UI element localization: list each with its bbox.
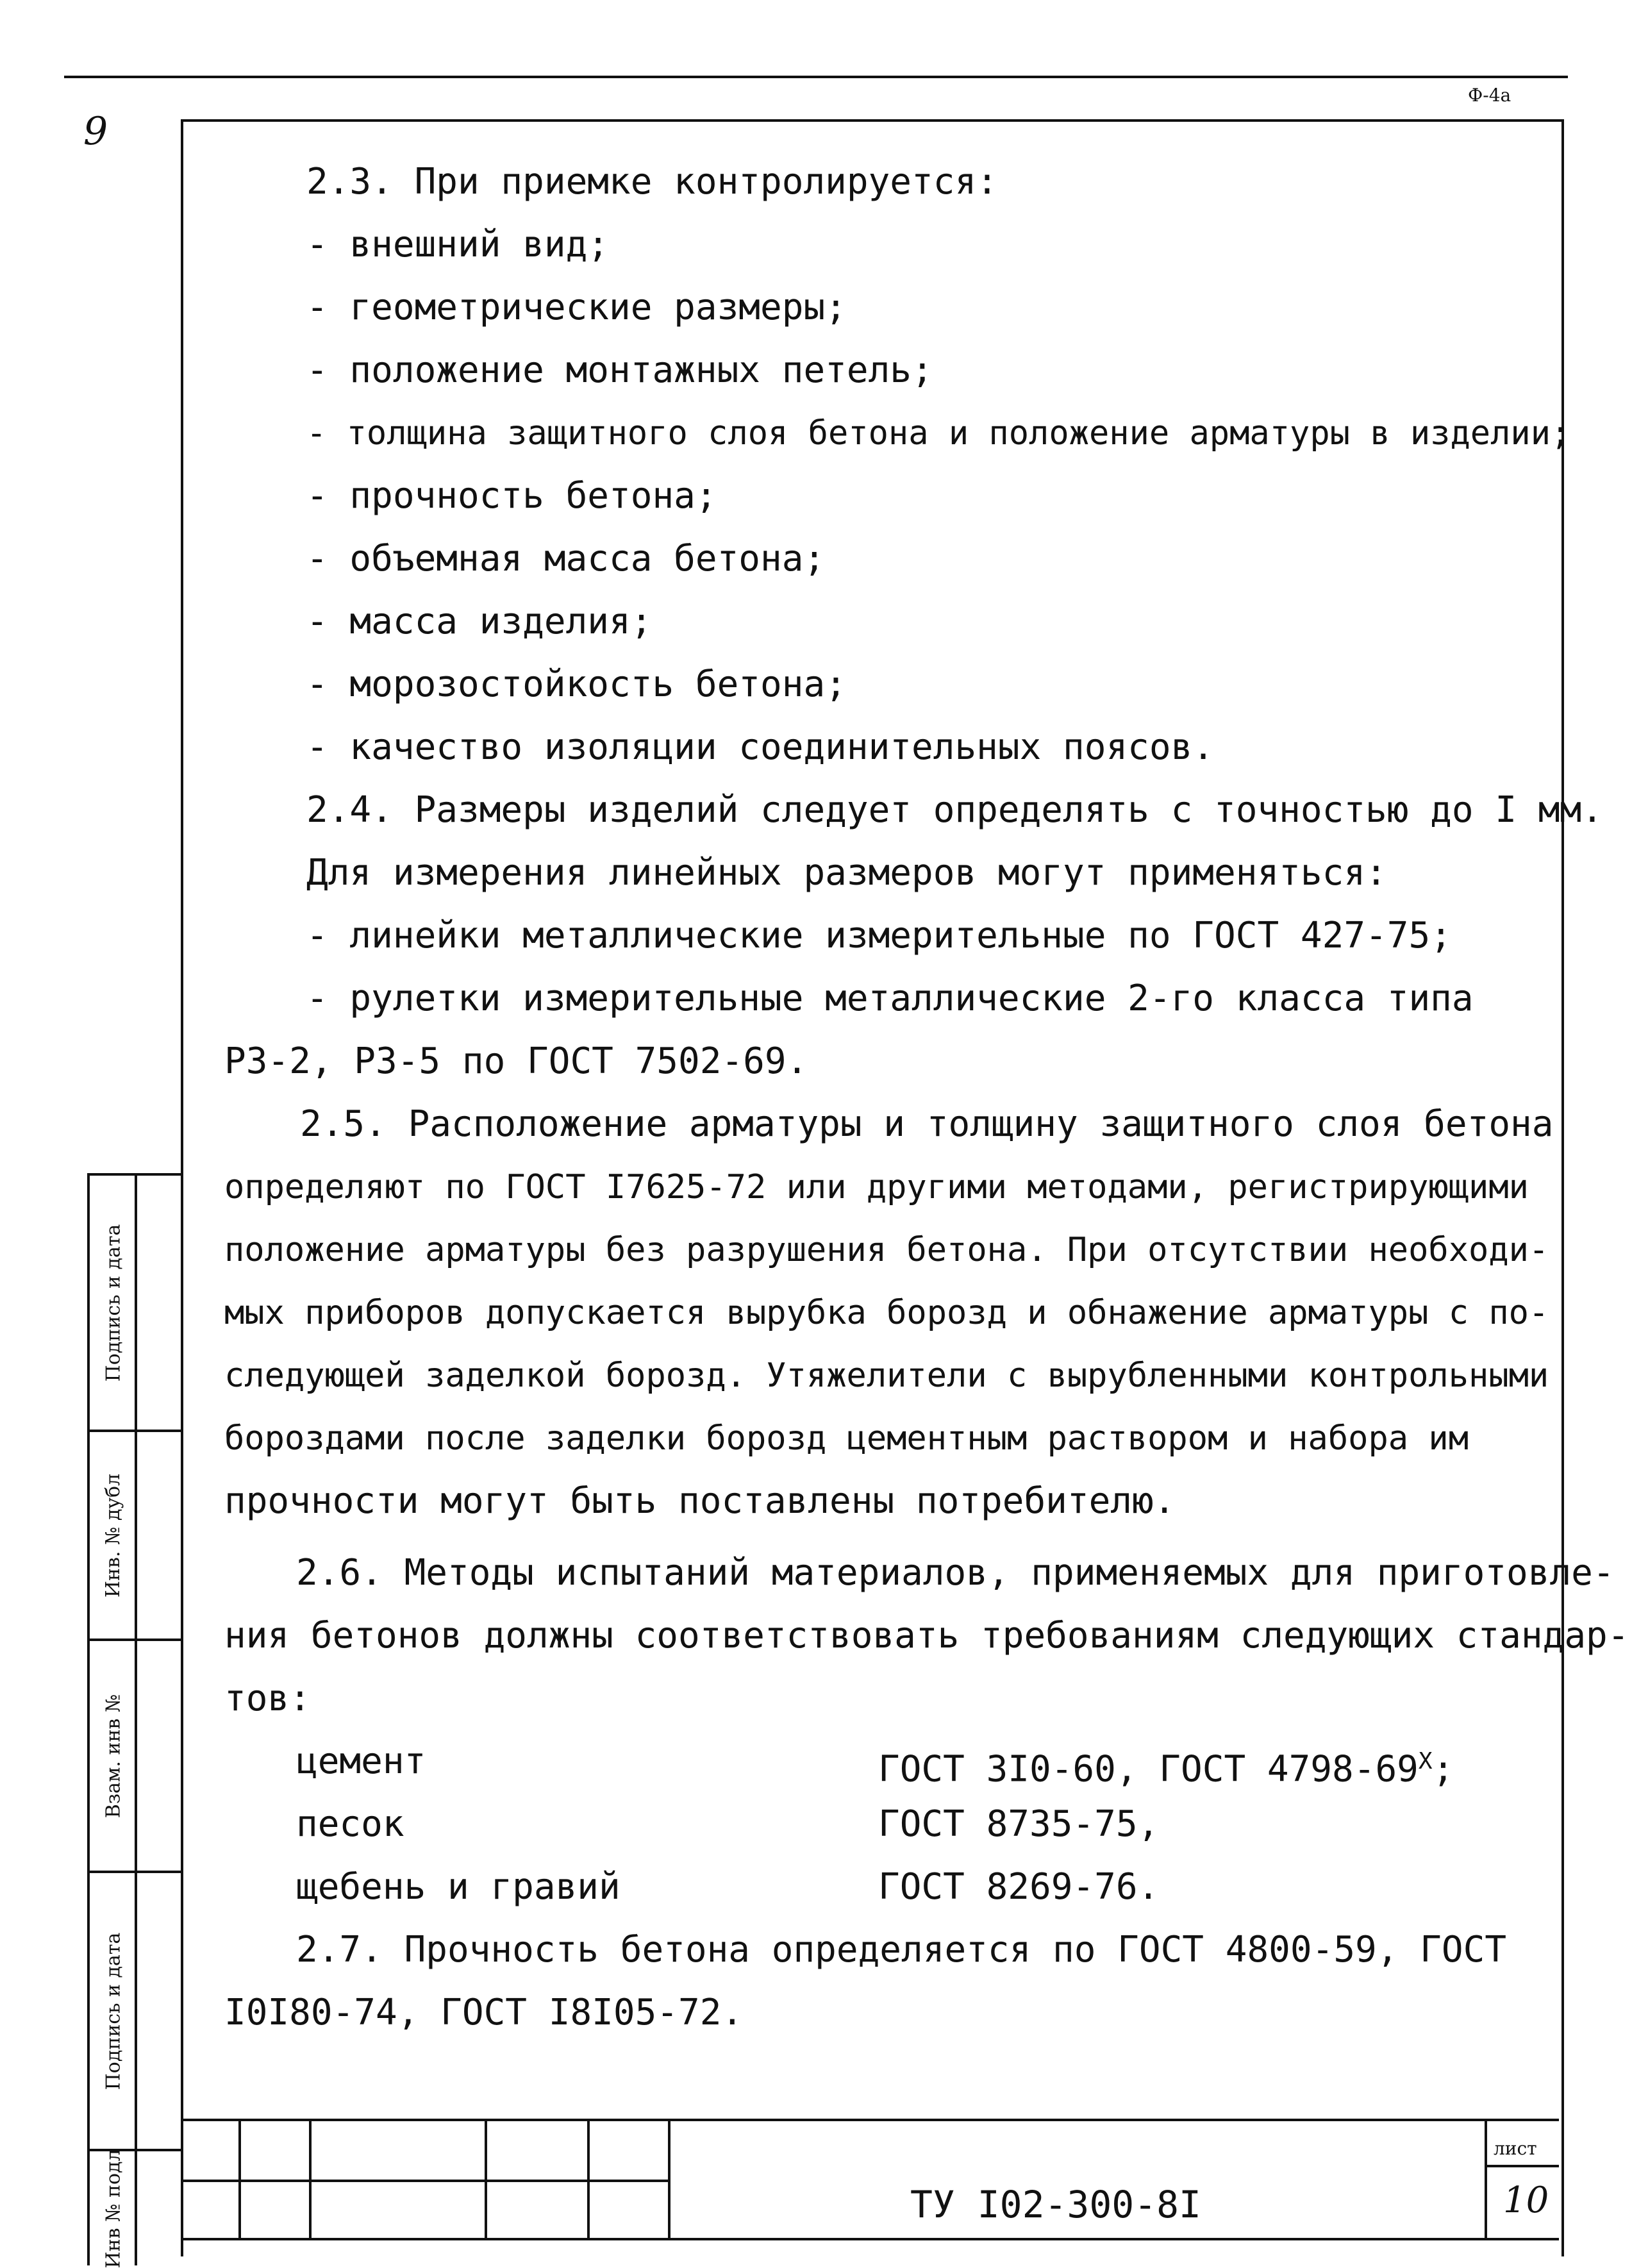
paragraph-line: I0I80-74, ГОСТ I8I05-72. [224,1992,744,2033]
section-2-6-paragraph: 2.6. Методы испытаний материалов, применяемых для приготовле- [296,1552,1615,1594]
paragraph-line: определяют по ГОСТ I7625-72 или другими методами, регистрирующими [224,1168,1529,1206]
material-standard: ГОСТ 3I0-60, ГОСТ $4798-69^X$; [878,1748,1454,1790]
list-item: - положение монтажных петель; [306,349,933,391]
left-stamp-columns [87,1173,182,2268]
form-code: Ф-4а [1468,85,1511,106]
list-item: - геометрические размеры; [306,287,847,328]
sheet-number: 10 [1503,2180,1549,2221]
material-name: щебень и гравий [296,1866,620,1908]
material-name: песок [296,1803,404,1845]
title-block-top-rule [183,2119,1559,2121]
paragraph-line: положение арматуры без разрушения бетона. При отсутствии необходи- [224,1231,1549,1269]
title-block-divider [485,2119,487,2240]
list-item: - качество изоляции соединительных поясов. [306,726,1215,768]
paragraph-line: следующей заделкой борозд. Утяжелители с вырубленными контрольными [224,1356,1549,1395]
paragraph-line: Для измерения линейных размеров могут применяться: [306,852,1387,894]
document-code: ТУ I02-300-8I [910,2183,1201,2226]
stamp-cell [90,1641,182,1873]
list-item: - линейки металлические измерительные по ГОСТ 427-75; [306,915,1452,956]
title-block-divider [238,2119,241,2240]
list-item: - прочность бетона; [306,475,717,517]
stamp-label: Инв № подл [102,2148,125,2268]
title-block [183,2119,1559,2240]
section-2-5-paragraph: 2.5. Расположение арматуры и толщину защитного слоя бетона [300,1103,1554,1145]
material-name: цемент [296,1740,426,1782]
list-item: - толщина защитного слоя бетона и положение арматуры в изделии; [306,414,1571,453]
list-item: - масса изделия; [306,601,653,642]
paragraph-line: бороздами после заделки борозд цементным раствором и набора им [224,1419,1469,1458]
section-2-3-heading: 2.3. При приемке контролируется: [306,161,998,203]
material-standard: ГОСТ 8735-75, [878,1803,1160,1845]
stamp-cell [90,1432,182,1641]
stamp-label: Взам. инв № [102,1694,125,1818]
paragraph-line: прочности могут быть поставлены потребителю. [224,1480,1176,1522]
paragraph-line: ния бетонов должны соответствовать требованиям следующих стандар- [224,1615,1629,1656]
list-item: - внешний вид; [306,224,610,265]
title-block-divider [668,2119,670,2240]
stamp-label: Инв. № дубл [102,1473,125,1597]
paragraph-line: мых приборов допускается вырубка борозд и обнажение арматуры с по- [224,1294,1549,1332]
title-block-mid-rule [183,2180,670,2182]
title-block-divider [309,2119,312,2240]
top-rule [64,76,1568,78]
section-2-4-paragraph: 2.4. Размеры изделий следует определять с точностью до I мм. [306,789,1603,831]
list-item: - морозостойкость бетона; [306,663,847,705]
list-item: - рулетки измерительные металлические 2-го класса типа [306,978,1474,1019]
paragraph-line: РЗ-2, РЗ-5 по ГОСТ 7502-69. [224,1040,808,1082]
sheet-label: лист [1494,2138,1537,2159]
handwritten-page-mark: 9 [83,109,108,154]
title-block-divider [587,2119,590,2240]
stamp-label: Подпись и дата [102,1224,125,1381]
section-2-7-paragraph: 2.7. Прочность бетона определяется по ГОСТ 4800-59, ГОСТ [296,1929,1507,1971]
title-block-divider [1485,2119,1487,2240]
material-standard: ГОСТ 8269-76. [878,1866,1160,1908]
stamp-cell [90,2148,182,2268]
sheet-cell-rule [1485,2165,1559,2167]
stamp-label: Подпись и дата [102,1932,125,2090]
title-block-bottom-rule [183,2238,1559,2240]
stamp-cell [90,1873,182,2151]
list-item: - объемная масса бетона; [306,538,826,580]
paragraph-line: тов: [224,1678,311,1719]
stamp-cell [90,1176,182,1432]
